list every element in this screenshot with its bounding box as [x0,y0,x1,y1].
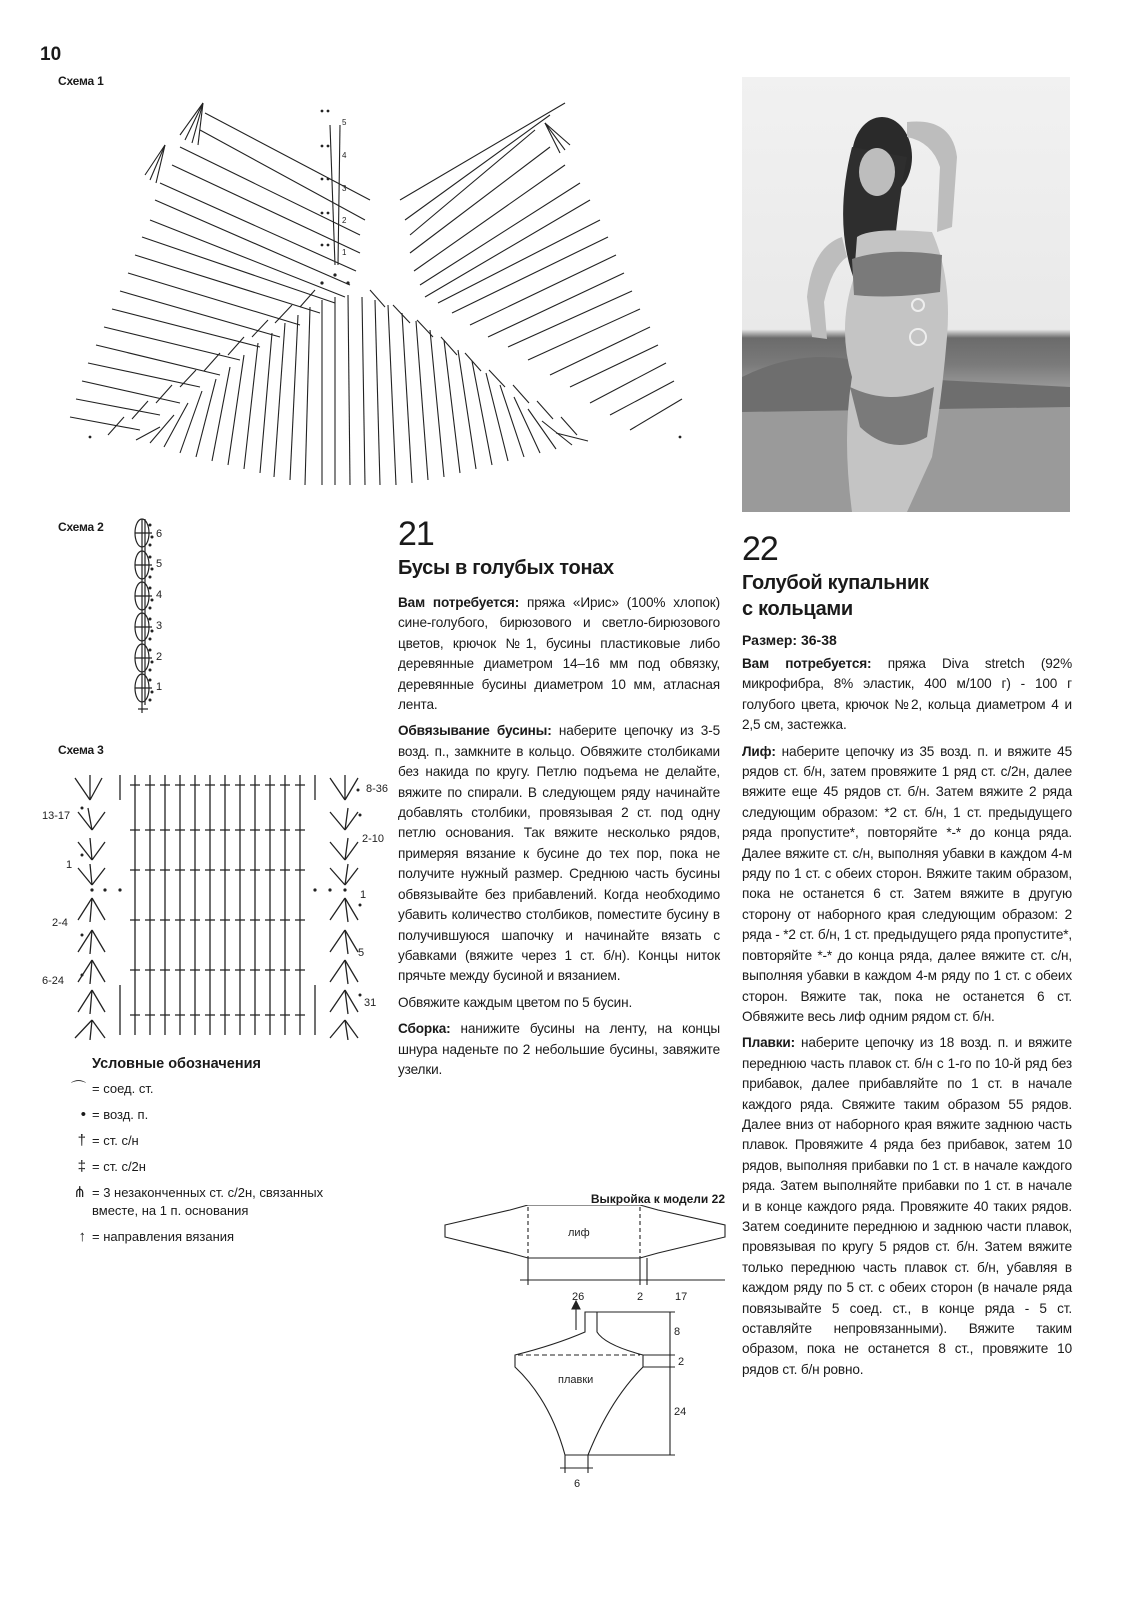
svg-text:1: 1 [66,859,73,871]
schema1-row-label: 1 [342,248,347,257]
model21-body [398,593,720,1080]
legend-text: = возд. п. [92,1107,149,1122]
model21-section [398,515,720,1086]
double-crochet-icon: † [77,1132,86,1149]
chain-dot-icon: • [80,1106,86,1123]
svg-text:5: 5 [358,947,365,959]
legend-text: = 3 незаконченных ст. с/2н, связанных вместе, на 1 п. основания [92,1185,324,1218]
schema1-diagram [60,85,710,485]
model22-size: Размер: 36-38 [742,632,837,648]
svg-text:6-24: 6-24 [42,975,65,987]
schema1-label: Схема 1 [58,74,104,88]
schema1-row-label: 3 [342,184,347,193]
legend [50,1056,390,1246]
svg-text:6: 6 [574,1478,581,1490]
schema2-label: Схема 2 [58,520,104,534]
legend-item [50,1228,390,1246]
pattern-title: Выкройка к модели 22 [590,1192,725,1206]
model22-paragraph: Вам потребуется: пряжа Diva stretch (92% микрофибра, 8% эластик, 400 м/100 г) - 100 г голубого цвета, крючок №2, кольца диаметром 4 и 2,5 см, застежка. [742,656,1073,733]
svg-text:17: 17 [675,1291,688,1303]
svg-text:2: 2 [156,651,163,663]
model21-paragraph: Обвязывание бусины: наберите цепочку из 3-5 возд. п., замкните в кольцо. Обвяжите столбиками без накида по кругу. Петлю подъема не делайте, вяжите по спирали. В следующем ряду начинайте добавлять столбики, провязывая 2 ст. под одну петлю основания. Так вяжите несколько рядов, примеряя вязание к бусине до тех пор, пока не получите нужный размер. Среднюю часть бусины обвязывайте без прибавлений. Когда необходимо убавить количество столбиков, поместите бусину в получившуюся шапочку и начинайте вязать с убавками (вяжите через 1 ст. б/н). Концы ниток прячьте между бусиной и вязанием. [398,723,720,984]
model21-title: Бусы в голубых тонах [398,557,614,579]
model21-number: 21 [398,515,434,553]
svg-text:1: 1 [360,889,367,901]
slip-stitch-arc-icon: ⌒ [70,1080,86,1097]
svg-text:4: 4 [156,589,163,601]
legend-text: = соед. ст. [92,1081,154,1096]
svg-text:2: 2 [678,1356,685,1368]
cluster-icon: ⋔ [73,1184,86,1201]
schema1-row-label: 5 [342,118,347,127]
schema3-label: Схема 3 [58,743,104,757]
svg-text:2: 2 [637,1291,644,1303]
direction-arrow-icon: ↑ [78,1228,86,1245]
model22-paragraph: Лиф: наберите цепочку из 35 возд. п. и вяжите 45 рядов ст. б/н, затем провяжите 1 ряд ст. с/2н, далее вяжите еще 45 рядов ст. б/н. Затем вяжите 2 ряда следующим образом: *2 ст. б/н, 1 ст. предыдущего ряда пропустите*, повторяйте *-* до конца ряда. Далее вяжите ст. с/н, выполняя убавки в каждом 4-м ряду по 1 ст. с обеих сторон. Вяжите таким образом, пока не останется 6 ст. Затем вяжите в другую сторону от наборного края следующим образом: 2 ряда - *2 ст. б/н, 1 ст. предыдущего ряда пропустите*, повторяйте *-* до конца ряда, далее вяжите ст. с/н, выполняя убавки в каждом 4-м ряду по 1 ст. с обеих сторон. Вяжите так, пока не останется 6 ст. Обвяжите весь лиф одним рядом ст. б/н. [742,743,1073,1024]
svg-text:26: 26 [572,1291,585,1303]
svg-text:6: 6 [156,528,163,540]
legend-item [50,1184,390,1220]
treble-crochet-icon: ‡ [77,1158,86,1175]
model22-body [742,654,1072,1380]
model21-paragraph: Обвяжите каждым цветом по 5 бусин. [398,994,633,1010]
svg-text:13-17: 13-17 [42,810,71,822]
svg-text:1: 1 [156,681,163,693]
schema1-row-label: 4 [342,151,347,160]
svg-text:8-36: 8-36 [366,783,389,795]
schema3-diagram [30,770,390,1040]
legend-item [50,1158,390,1176]
model22-photo [742,77,1070,512]
model22-number: 22 [742,530,778,568]
svg-text:31: 31 [364,997,377,1009]
legend-item [50,1080,390,1098]
pattern-diagram [440,1205,730,1495]
model21-paragraph: Вам потребуется: пряжа «Ирис» (100% хлопок) сине-голубого, бирюзового и светло-бирюзового цветов, крючок №1, бусины пластиковые либо деревянные диаметром 14–16 мм под обвязку, деревянные бусины диаметром 10 мм, атласная лента. [398,595,720,713]
legend-title: Условные обозначения [92,1056,261,1072]
svg-text:2-10: 2-10 [362,833,385,845]
model22-section [742,530,1072,1386]
model22-title: Голубой купальник с кольцами [742,572,929,620]
schema2-diagram [130,515,180,715]
svg-text:3: 3 [156,620,163,632]
legend-text: = ст. с/н [92,1133,139,1148]
schema1-row-label: 2 [342,216,347,225]
svg-text:плавки: плавки [558,1374,594,1386]
svg-text:24: 24 [674,1406,687,1418]
model22-paragraph: Плавки: наберите цепочку из 18 возд. п. и вяжите переднюю часть плавок ст. б/н с 1-го по 10-й ряд без прибавок, далее прибавляйте по 1 ст. в начале каждого ряда. Свяжите таким образом 55 рядов. Далее вниз от наборного края вяжите заднюю часть плавок. Провяжите 4 ряда без прибавок, затем 10 рядов, выполняя прибавки по 1 ст. в начале каждого ряда. Затем выполняйте прибавки по 1 ст. в начале и в конце каждого ряда. Провяжите 40 таких рядов. Затем соедините переднюю и заднюю части плавок, провязывая по кругу 5 рядов ст. б/н. Затем вяжите только переднюю часть плавок ст. б/н, убавляя в каждом ряду по 5 ст. с обеих сторон (в начале ряда повязывайте 5 соед. ст., в конце ряда - 5 ст. оставляйте непровязанными). Вяжите таким образом, пока не останется 8 ст., провяжите 10 рядов ст. б/н ровно. [742,1035,1072,1377]
legend-item [50,1106,390,1124]
svg-text:лиф: лиф [568,1227,590,1239]
legend-text: = ст. с/2н [92,1159,146,1174]
legend-item [50,1132,390,1150]
legend-text: = направления вязания [92,1229,235,1244]
svg-text:5: 5 [156,558,163,570]
svg-text:2-4: 2-4 [52,917,68,929]
model21-paragraph: Сборка: нанижите бусины на ленту, на концы шнура наденьте по 2 небольшие бусины, завяжите узелки. [398,1021,720,1077]
page-number: 10 [40,44,62,65]
svg-text:8: 8 [674,1326,681,1338]
